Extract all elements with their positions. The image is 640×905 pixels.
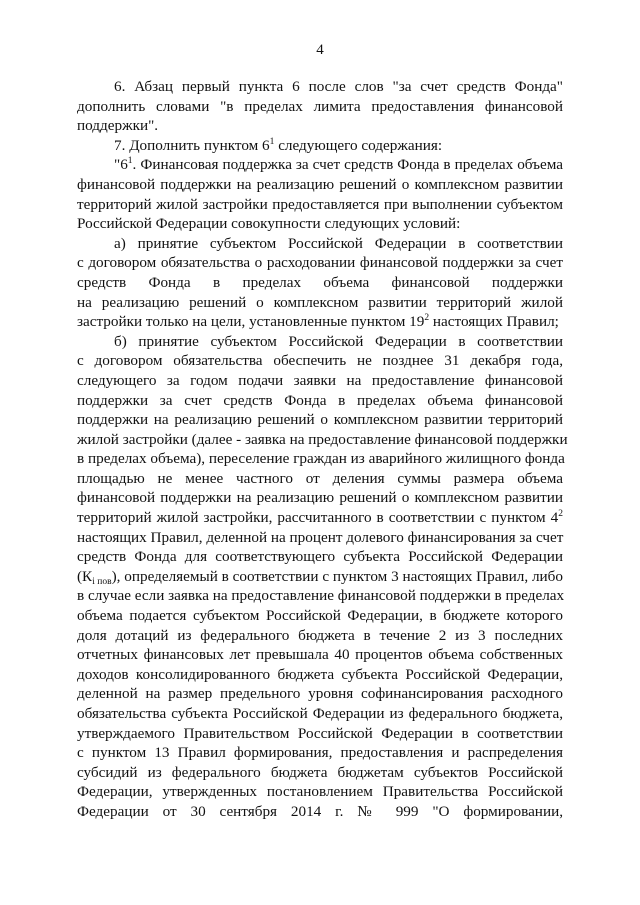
text-segment: обязательства субъекта Российской Федерации из федерального бюджета, <box>77 705 563 722</box>
paragraph-item-7 <box>77 136 563 156</box>
text-segment: территорий жилой застройки, рассчитанного в соответствии с пунктом 4 <box>77 509 559 527</box>
text-line <box>77 724 563 744</box>
document-body <box>77 77 568 822</box>
text-segment: поддержки за счет средств Фонда в пределах объема финансовой <box>77 391 563 409</box>
text-segment: в случае если заявка на предоставление финансовой поддержки в пределах <box>77 587 565 605</box>
text-line <box>77 665 563 685</box>
text-line <box>77 430 568 450</box>
text-line <box>77 410 563 430</box>
text-segment: настоящих Правил, деленной на процент долевого финансирования за счет <box>77 528 564 546</box>
text-line <box>77 175 563 195</box>
text-line <box>77 782 563 802</box>
text-line <box>77 802 563 822</box>
text-line <box>77 371 563 391</box>
subscript: i пов <box>92 576 112 587</box>
text-line <box>77 332 563 352</box>
text-line <box>77 586 563 606</box>
paragraph-item-6 <box>77 77 563 136</box>
text-line <box>77 351 563 371</box>
superscript: 1 <box>269 136 275 147</box>
text-segment: следующего за годом подачи заявки на предоставление финансовой <box>77 371 563 389</box>
page-number: 4 <box>316 42 324 58</box>
text-line <box>77 606 563 626</box>
text-line <box>77 116 563 136</box>
text-segment: 6. Абзац первый пункта 6 после слов "за счет средств Фонда" <box>114 78 563 95</box>
text-line <box>77 136 563 156</box>
text-segment: территорий жилой застройки предоставляется при выполнении субъектом <box>77 195 563 213</box>
text-line <box>77 528 563 548</box>
text-line <box>77 195 563 215</box>
text-segment: дополнить словами "в пределах лимита предоставления финансовой <box>77 97 563 115</box>
text-segment: на реализацию решений о комплексном развитии территорий жилой <box>77 293 563 311</box>
text-segment: жилой застройки (далее - заявка на предоставление финансовой поддержки <box>77 430 568 448</box>
text-segment: средств Фонда в пределах объема финансовой поддержки <box>77 273 563 291</box>
text-segment: утверждаемого Правительством Российской Федерации в соответствии <box>77 724 563 742</box>
text-line <box>77 391 563 411</box>
text-segment: в пределах объема), переселение граждан из аварийного жилищного фонда <box>77 450 565 468</box>
text-line <box>77 155 563 175</box>
text-segment: финансовой поддержки на реализацию решений о комплексном развитии <box>77 175 563 193</box>
text-segment: застройки только на цели, установленные пунктом 19 <box>77 313 425 331</box>
text-segment: доля дотаций из федерального бюджета в течение 2 из 3 последних <box>77 626 563 644</box>
text-segment: поддержки на реализацию решений о комплексном развитии территорий <box>77 411 563 429</box>
text-segment: субсидий из федерального бюджета бюджетам субъектов Российской <box>77 763 563 781</box>
text-segment: Федерации, утвержденных постановлением Правительства Российской <box>77 783 563 801</box>
text-line <box>77 469 563 489</box>
paragraph-item-6-1 <box>77 155 563 233</box>
text-line <box>77 214 563 234</box>
text-line <box>77 234 563 254</box>
text-line <box>77 253 563 273</box>
text-segment: с пунктом 13 Правил формирования, предоставления и распределения <box>77 744 563 762</box>
text-line <box>77 763 563 783</box>
text-line <box>77 684 563 704</box>
text-line <box>77 449 563 469</box>
text-segment: б) принятие субъектом Российской Федерации в соответствии <box>114 332 563 350</box>
text-segment: финансовой поддержки на реализацию решений о комплексном развитии <box>77 489 563 507</box>
text-segment: Федерации от 30 сентября 2014 г. № 999 "О формировании, <box>77 802 563 820</box>
text-line <box>77 547 563 567</box>
text-segment: Российской Федерации совокупности следующих условий: <box>77 215 461 233</box>
text-line <box>77 704 563 724</box>
text-line <box>77 508 563 528</box>
text-segment: объема подается субъектом Российской Федерации, в бюджете которого <box>77 607 563 625</box>
text-segment: следующего содержания: <box>274 136 443 154</box>
text-segment: отчетных финансовых лет превышала 40 процентов объема собственных <box>77 646 563 664</box>
text-segment: ), определяемый в соответствии с пунктом 3 настоящих Правил, либо <box>111 567 563 585</box>
text-segment: площадью не менее частного от деления суммы размера объема <box>77 469 563 487</box>
text-line <box>77 743 563 763</box>
text-segment: (К <box>77 567 93 585</box>
text-segment: 7. Дополнить пунктом 6 <box>114 136 270 154</box>
text-segment: доходов консолидированного бюджета субъекта Российской Федерации, <box>77 665 563 683</box>
text-line <box>77 567 563 587</box>
text-segment: настоящих Правил; <box>429 313 559 331</box>
text-line <box>77 645 563 665</box>
text-line <box>77 273 563 293</box>
text-line <box>77 97 563 117</box>
text-line <box>77 488 563 508</box>
text-segment: с договором обязательства о расходовании финансовой поддержки за счет <box>77 254 563 272</box>
superscript: 2 <box>424 313 430 324</box>
text-line <box>77 626 563 646</box>
text-segment: . Финансовая поддержка за счет средств Фонда в пределах объема <box>132 156 563 174</box>
text-line <box>77 312 563 332</box>
text-segment: а) принятие субъектом Российской Федерации в соответствии <box>114 234 563 252</box>
paragraph-condition-b <box>77 332 568 822</box>
text-segment: средств Фонда для соответствующего субъекта Российской Федерации <box>77 548 563 566</box>
superscript: 2 <box>558 509 563 520</box>
superscript: 1 <box>127 156 133 167</box>
text-segment: деленной на размер предельного уровня софинансирования расходного <box>77 685 563 703</box>
paragraph-condition-a <box>77 234 563 332</box>
text-line <box>77 77 563 97</box>
text-segment: с договором обязательства обеспечить не позднее 31 декабря года, <box>77 352 563 370</box>
text-segment: поддержки". <box>77 117 159 135</box>
text-line <box>77 293 563 313</box>
text-segment: "6 <box>114 156 128 174</box>
